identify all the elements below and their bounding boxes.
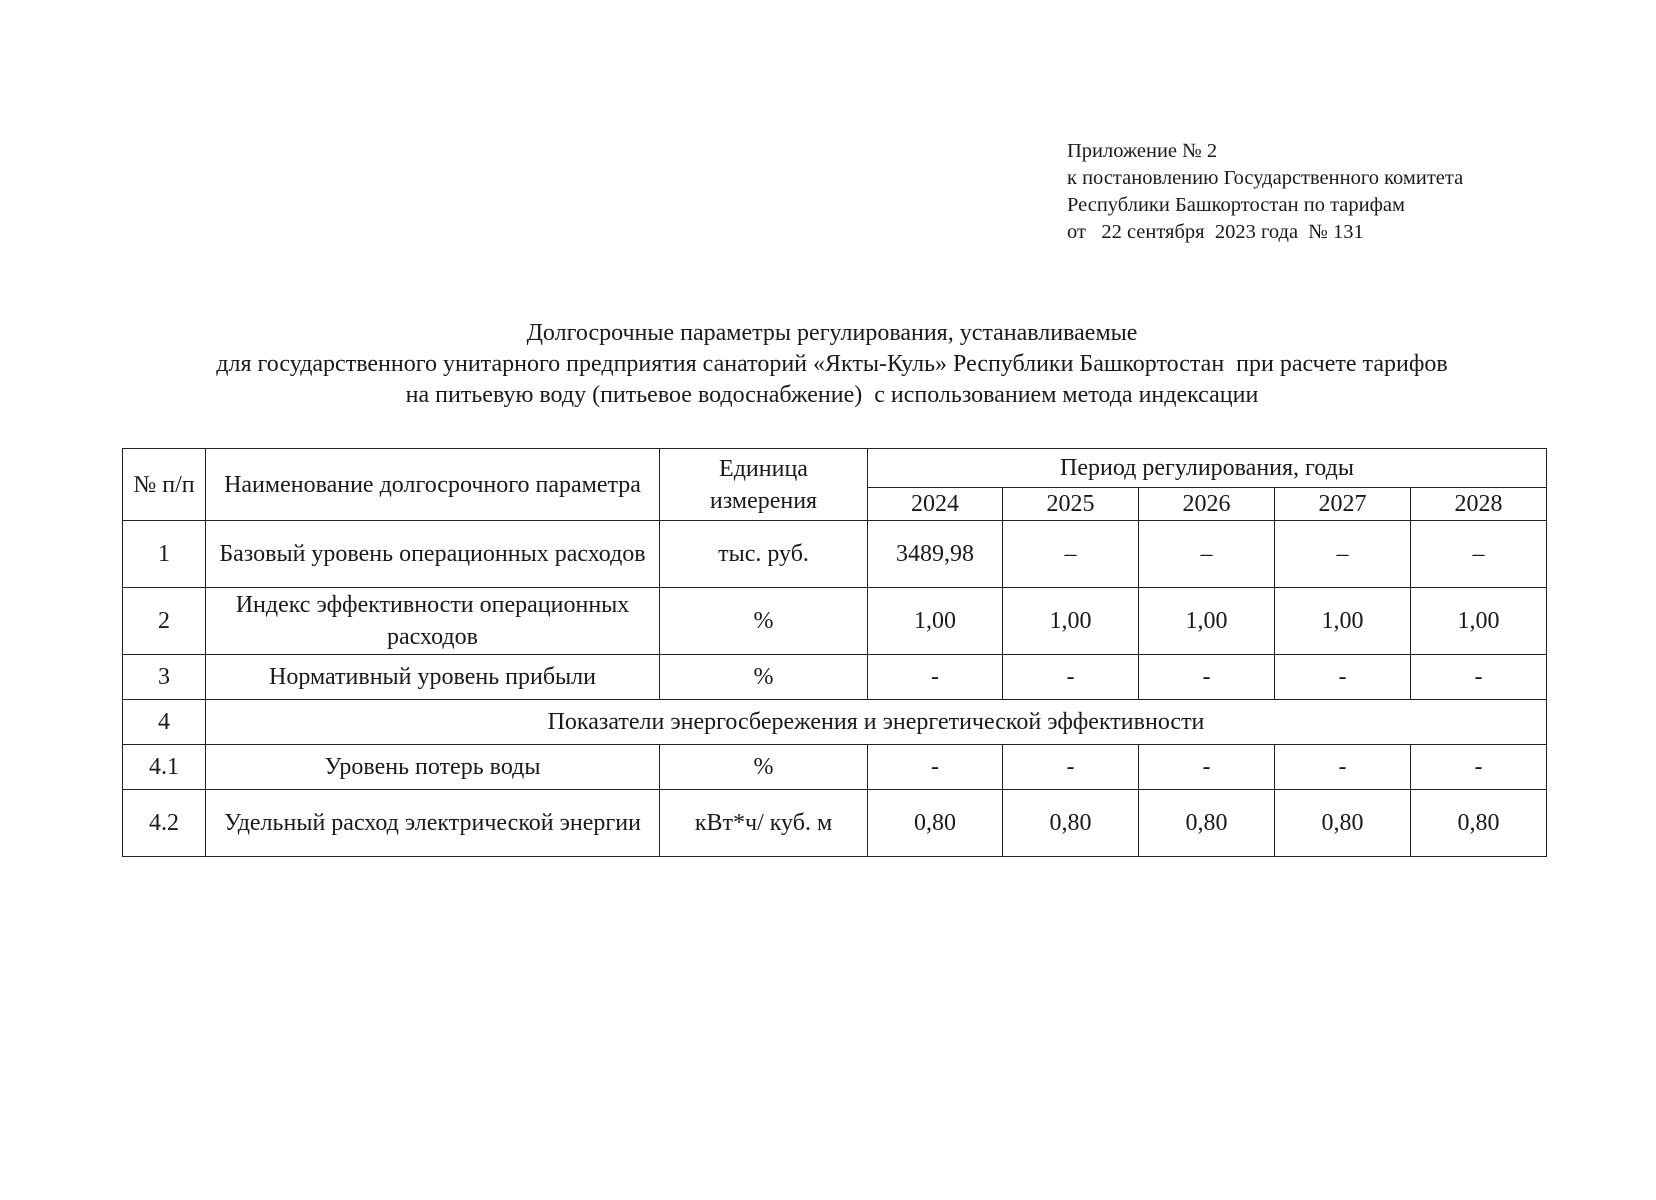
row-value: 1,00	[1411, 588, 1547, 655]
row-unit: %	[660, 588, 868, 655]
header-year: 2024	[868, 488, 1003, 521]
row-name: Нормативный уровень прибыли	[206, 655, 660, 700]
row-value: 0,80	[1139, 790, 1275, 857]
row-value: -	[1411, 655, 1547, 700]
row-num: 1	[123, 521, 206, 588]
table-row	[123, 521, 1547, 588]
row-value: -	[1139, 745, 1275, 790]
row-name: Индекс эффективности операционных расходов	[206, 588, 660, 655]
header-year: 2028	[1411, 488, 1547, 521]
title-line-3: на питьевую воду (питьевое водоснабжение) с использованием метода индексации	[405, 382, 1259, 408]
row-value: –	[1003, 521, 1139, 588]
row-value: -	[1411, 745, 1547, 790]
row-value: -	[1003, 745, 1139, 790]
row-value: -	[1275, 655, 1411, 700]
row-value: –	[1411, 521, 1547, 588]
row-value: 0,80	[1275, 790, 1411, 857]
header-num: № п/п	[123, 449, 206, 521]
row-value: -	[868, 655, 1003, 700]
table-row-section	[123, 700, 1547, 745]
row-value: 1,00	[1275, 588, 1411, 655]
header-period: Период регулирования, годы	[868, 449, 1547, 488]
row-unit: тыс. руб.	[660, 521, 868, 588]
row-value: -	[1003, 655, 1139, 700]
row-value: -	[1275, 745, 1411, 790]
row-value: 0,80	[1411, 790, 1547, 857]
row-value: 1,00	[868, 588, 1003, 655]
row-num: 4.2	[123, 790, 206, 857]
header-row-1	[123, 449, 1547, 488]
row-value: 1,00	[1003, 588, 1139, 655]
row-value: 1,00	[1139, 588, 1275, 655]
header-name: Наименование долгосрочного параметра	[206, 449, 660, 521]
row-name: Уровень потерь воды	[206, 745, 660, 790]
row-value: 3489,98	[868, 521, 1003, 588]
row-value: 0,80	[868, 790, 1003, 857]
row-value: –	[1139, 521, 1275, 588]
table-row	[123, 790, 1547, 857]
title-line-1: Долгосрочные параметры регулирования, устанавливаемые	[526, 320, 1138, 346]
appendix-line-2: к постановлению Государственного комитета	[1067, 167, 1464, 189]
row-value: –	[1275, 521, 1411, 588]
row-num: 3	[123, 655, 206, 700]
header-unit: Единица измерения	[660, 449, 868, 521]
table-row	[123, 588, 1547, 655]
appendix-block	[1067, 138, 1463, 246]
row-value: -	[868, 745, 1003, 790]
parameters-table	[122, 448, 1547, 857]
appendix-line-3: Республики Башкортостан по тарифам	[1067, 194, 1405, 216]
header-year: 2026	[1139, 488, 1275, 521]
row-value: -	[1139, 655, 1275, 700]
title-line-2: для государственного унитарного предприятия санаторий «Якты-Куль» Республики Башкортостан при расчете тарифов	[216, 351, 1448, 377]
row-name: Базовый уровень операционных расходов	[206, 521, 660, 588]
appendix-line-4: от 22 сентября 2023 года № 131	[1067, 221, 1364, 243]
row-num: 4.1	[123, 745, 206, 790]
row-name: Удельный расход электрической энергии	[206, 790, 660, 857]
document-title	[100, 318, 1564, 411]
row-num: 2	[123, 588, 206, 655]
row-unit: %	[660, 745, 868, 790]
row-num: 4	[123, 700, 206, 745]
header-year: 2025	[1003, 488, 1139, 521]
header-year: 2027	[1275, 488, 1411, 521]
row-section-name: Показатели энергосбережения и энергетической эффективности	[206, 700, 1547, 745]
table-row	[123, 745, 1547, 790]
appendix-line-1: Приложение № 2	[1067, 140, 1218, 162]
row-value: 0,80	[1003, 790, 1139, 857]
row-unit: %	[660, 655, 868, 700]
table-row	[123, 655, 1547, 700]
row-unit: кВт*ч/ куб. м	[660, 790, 868, 857]
